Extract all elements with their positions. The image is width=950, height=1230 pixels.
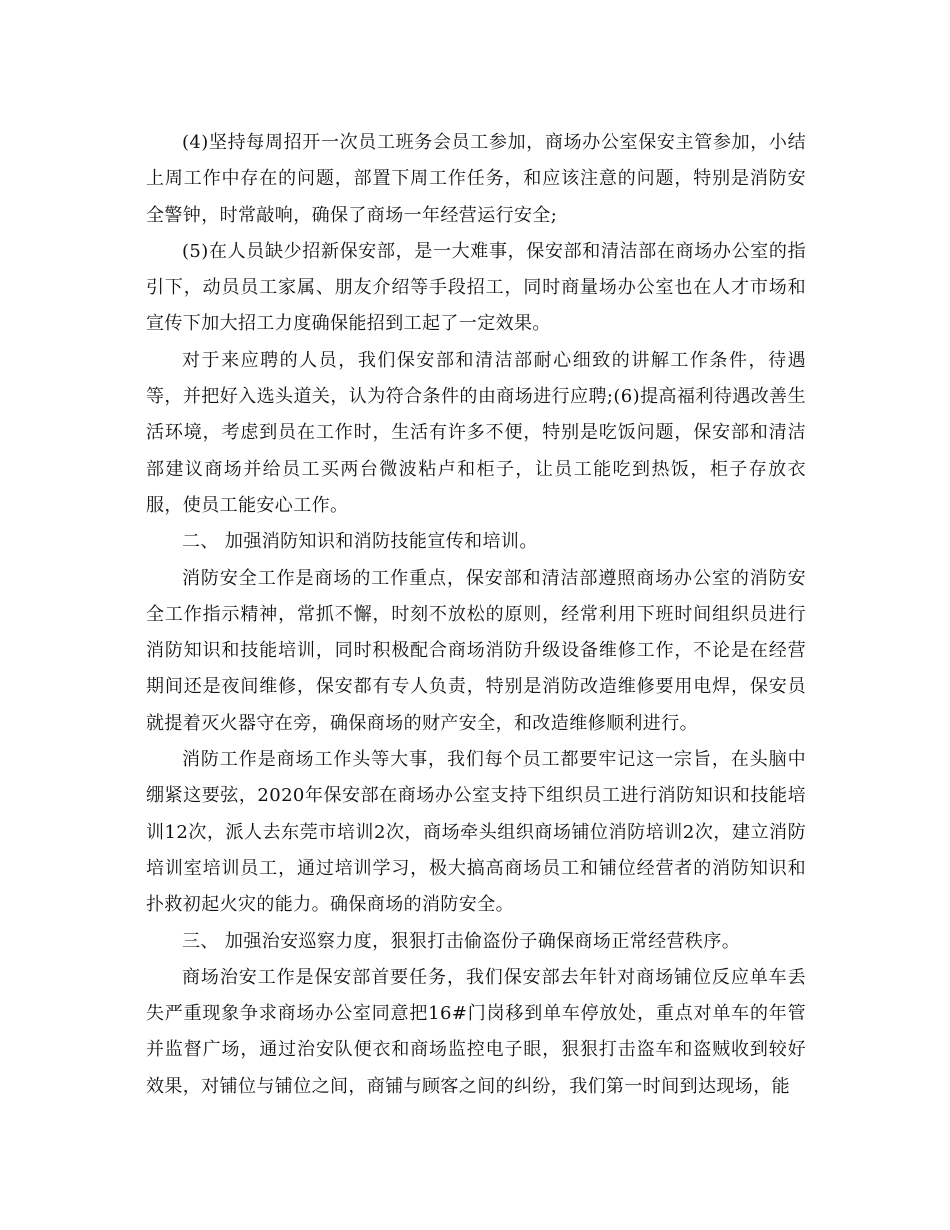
document-body xyxy=(146,125,806,1105)
section-heading-patrol: 三、 加强治安巡察力度，狠狠打击偷盗份子确保商场正常经营秩序。 xyxy=(182,930,741,952)
paragraph-5-recruitment: (5)在人员缺少招新保安部，是一大难事，保安部和清洁部在商场办公室的指引下，动员员工家属、朋友介绍等手段招工，同时商量场办公室也在人才市场和宣传下加大招工力度确保能招到工起了一定效果。 xyxy=(146,240,806,335)
paragraph-applicants-welfare: 对于来应聘的人员，我们保安部和清洁部耐心细致的讲解工作条件，待遇等，并把好入选头道关，认为符合条件的由商场进行应聘;(6)提高福利待遇改善生活环境，考虑到员在工作时，生活有许多不便，特别是吃饭问题，保安部和清洁部建议商场并给员工买两台微波粘卢和柜子，让员工能吃到热饭，柜子存放衣服，使员工能安心工作。 xyxy=(146,349,806,516)
paragraph-4-weekly-meeting: (4)坚持每周招开一次员工班务会员工参加，商场办公室保安主管参加，小结上周工作中存在的问题，部置下周工作任务，和应该注意的问题，特别是消防安全警钟，时常敲响，确保了商场一年经营运行安全; xyxy=(146,132,806,226)
paragraph-fire-safety-work: 消防安全工作是商场的工作重点，保安部和清洁部遵照商场办公室的消防安全工作指示精神，常抓不懈，时刻不放松的原则，经常利用下班时间组织员进行消防知识和技能培训，同时积极配合商场消防升级设备维修工作，不论是在经营期间还是夜间维修，保安都有专人负责，特别是消防改造维修要用电焊，保安员就提着灭火器守在旁，确保商场的财产安全，和改造维修顺利进行。 xyxy=(146,567,806,734)
paragraph-fire-training-stats: 消防工作是商场工作头等大事，我们每个员工都要牢记这一宗旨，在头脑中绷紧这要弦，2020年保安部在商场办公室支持下组织员工进行消防知识和技能培训12次，派人去东莞市培训2次，商场牵头组织商场铺位消防培训2次，建立消防培训室培训员工，通过培训学习，极大搞高商场员工和铺位经营者的消防知识和扑救初起火灾的能力。确保商场的消防安全。 xyxy=(146,749,806,916)
paragraph-security-work: 商场治安工作是保安部首要任务，我们保安部去年针对商场铺位反应单车丢失严重现象争求商场办公室同意把16#门岗移到单车停放处，重点对单车的年管并监督广场，通过治安队便衣和商场监控电子眼，狠狠打击盗车和盗贼收到较好效果，对铺位与铺位之间，商铺与顾客之间的纠纷，我们第一时间到达现场，能 xyxy=(146,966,806,1097)
section-heading-fire-training: 二、 加强消防知识和消防技能宣传和培训。 xyxy=(182,531,538,553)
